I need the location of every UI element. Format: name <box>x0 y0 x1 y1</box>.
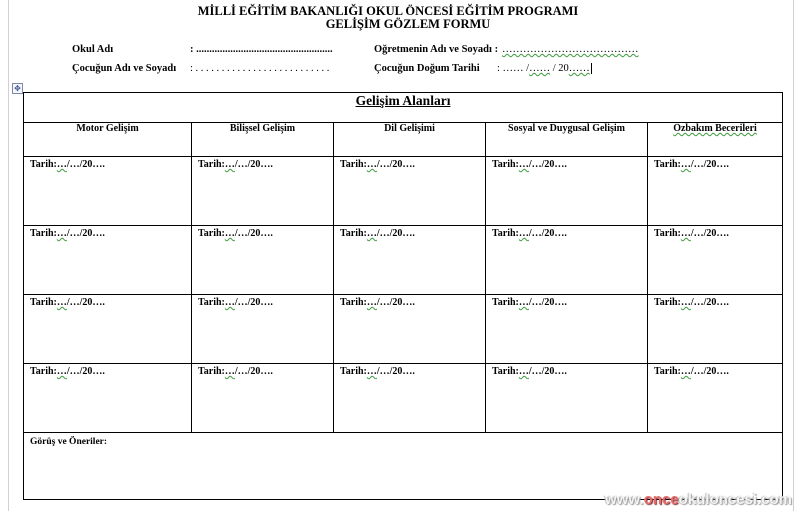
date-label: Tarih:…/…/20…. <box>198 366 273 377</box>
text-cursor <box>591 63 592 74</box>
date-label: Tarih:…/…/20…. <box>492 228 567 239</box>
date-label: Tarih:…/…/20…. <box>340 297 415 308</box>
date-label: Tarih:…/…/20…. <box>654 297 729 308</box>
table-move-handle-icon[interactable]: ✥ <box>12 83 23 94</box>
dogum-tarihi-year: …… <box>568 63 590 74</box>
table-cell[interactable] <box>648 226 783 295</box>
table-row <box>24 364 783 433</box>
table-cell[interactable] <box>648 157 783 226</box>
dogum-tarihi-label: Çocuğun Doğum Tarihi <box>374 63 480 74</box>
ogretmen-adi-field[interactable]: ………………………………… <box>502 44 639 55</box>
page-right-edge <box>793 0 794 511</box>
section-title: Gelişim Alanları <box>24 93 783 123</box>
page-left-edge <box>8 0 9 511</box>
column-header: Motor Gelişim <box>24 123 192 157</box>
dogum-tarihi-mid: / 20 <box>550 63 569 74</box>
date-label: Tarih:…/…/20…. <box>492 159 567 170</box>
table-cell[interactable] <box>486 364 648 433</box>
date-label: Tarih:…/…/20…. <box>198 297 273 308</box>
dogum-tarihi-month: …… <box>529 63 551 74</box>
table-cell[interactable] <box>648 295 783 364</box>
date-label: Tarih:…/…/20…. <box>198 159 273 170</box>
okul-adi-label: Okul Adı <box>72 44 114 55</box>
date-label: Tarih:…/…/20…. <box>340 366 415 377</box>
date-label: Tarih:…/…/20…. <box>30 297 105 308</box>
ogretmen-adi-label: Oğretmenin Adı ve Soyadı : <box>374 44 499 55</box>
date-label: Tarih:…/…/20…. <box>30 228 105 239</box>
table-cell[interactable] <box>334 295 486 364</box>
table-cell[interactable] <box>24 295 192 364</box>
column-header: Bilişsel Gelişim <box>192 123 334 157</box>
table-cell[interactable] <box>192 364 334 433</box>
table-cell[interactable] <box>486 157 648 226</box>
table-cell[interactable] <box>192 226 334 295</box>
dogum-tarihi-prefix: : …… / <box>497 63 530 74</box>
watermark: www.onceokuloncesi.com <box>604 491 792 508</box>
date-label: Tarih:…/…/20…. <box>30 159 105 170</box>
document-subtitle: GELİŞİM GÖZLEM FORMU <box>325 17 491 31</box>
dogum-tarihi-field[interactable] <box>497 63 592 74</box>
table-row <box>24 226 783 295</box>
table-cell[interactable] <box>24 157 192 226</box>
notes-label: Görüş ve Öneriler: <box>30 437 108 447</box>
table-cell[interactable] <box>648 364 783 433</box>
table-cell[interactable] <box>24 226 192 295</box>
table-cell[interactable] <box>486 295 648 364</box>
table-cell[interactable] <box>334 226 486 295</box>
date-label: Tarih:…/…/20…. <box>654 159 729 170</box>
table-cell[interactable] <box>192 295 334 364</box>
development-table <box>23 92 783 500</box>
date-label: Tarih:…/…/20…. <box>654 228 729 239</box>
date-label: Tarih:…/…/20…. <box>340 159 415 170</box>
column-header: Sosyal ve Duygusal Gelişim <box>486 123 648 157</box>
table-row <box>24 433 783 500</box>
table-row <box>24 157 783 226</box>
table-cell[interactable] <box>334 157 486 226</box>
cocuk-adi-label: Çocuğun Adı ve Soyadı <box>72 63 177 74</box>
table-cell[interactable] <box>24 364 192 433</box>
date-label: Tarih:…/…/20…. <box>30 366 105 377</box>
table-row <box>24 295 783 364</box>
notes-cell[interactable] <box>24 433 783 500</box>
date-label: Tarih:…/…/20…. <box>198 228 273 239</box>
column-header: Dil Gelişimi <box>334 123 486 157</box>
table-cell[interactable] <box>192 157 334 226</box>
column-header: Özbakım Becerileri <box>648 123 783 157</box>
date-label: Tarih:…/…/20…. <box>654 366 729 377</box>
date-label: Tarih:…/…/20…. <box>492 366 567 377</box>
cocuk-adi-field[interactable]: : . . . . . . . . . . . . . . . . . . . . . . . . . . <box>190 63 330 74</box>
document-title: MİLLİ EĞİTİM BAKANLIĞI OKUL ÖNCESİ EĞİTİM PROGRAMI <box>197 4 579 18</box>
okul-adi-field[interactable]: : .................................................... <box>190 44 333 55</box>
table-cell[interactable] <box>334 364 486 433</box>
date-label: Tarih:…/…/20…. <box>492 297 567 308</box>
table-cell[interactable] <box>486 226 648 295</box>
date-label: Tarih:…/…/20…. <box>340 228 415 239</box>
